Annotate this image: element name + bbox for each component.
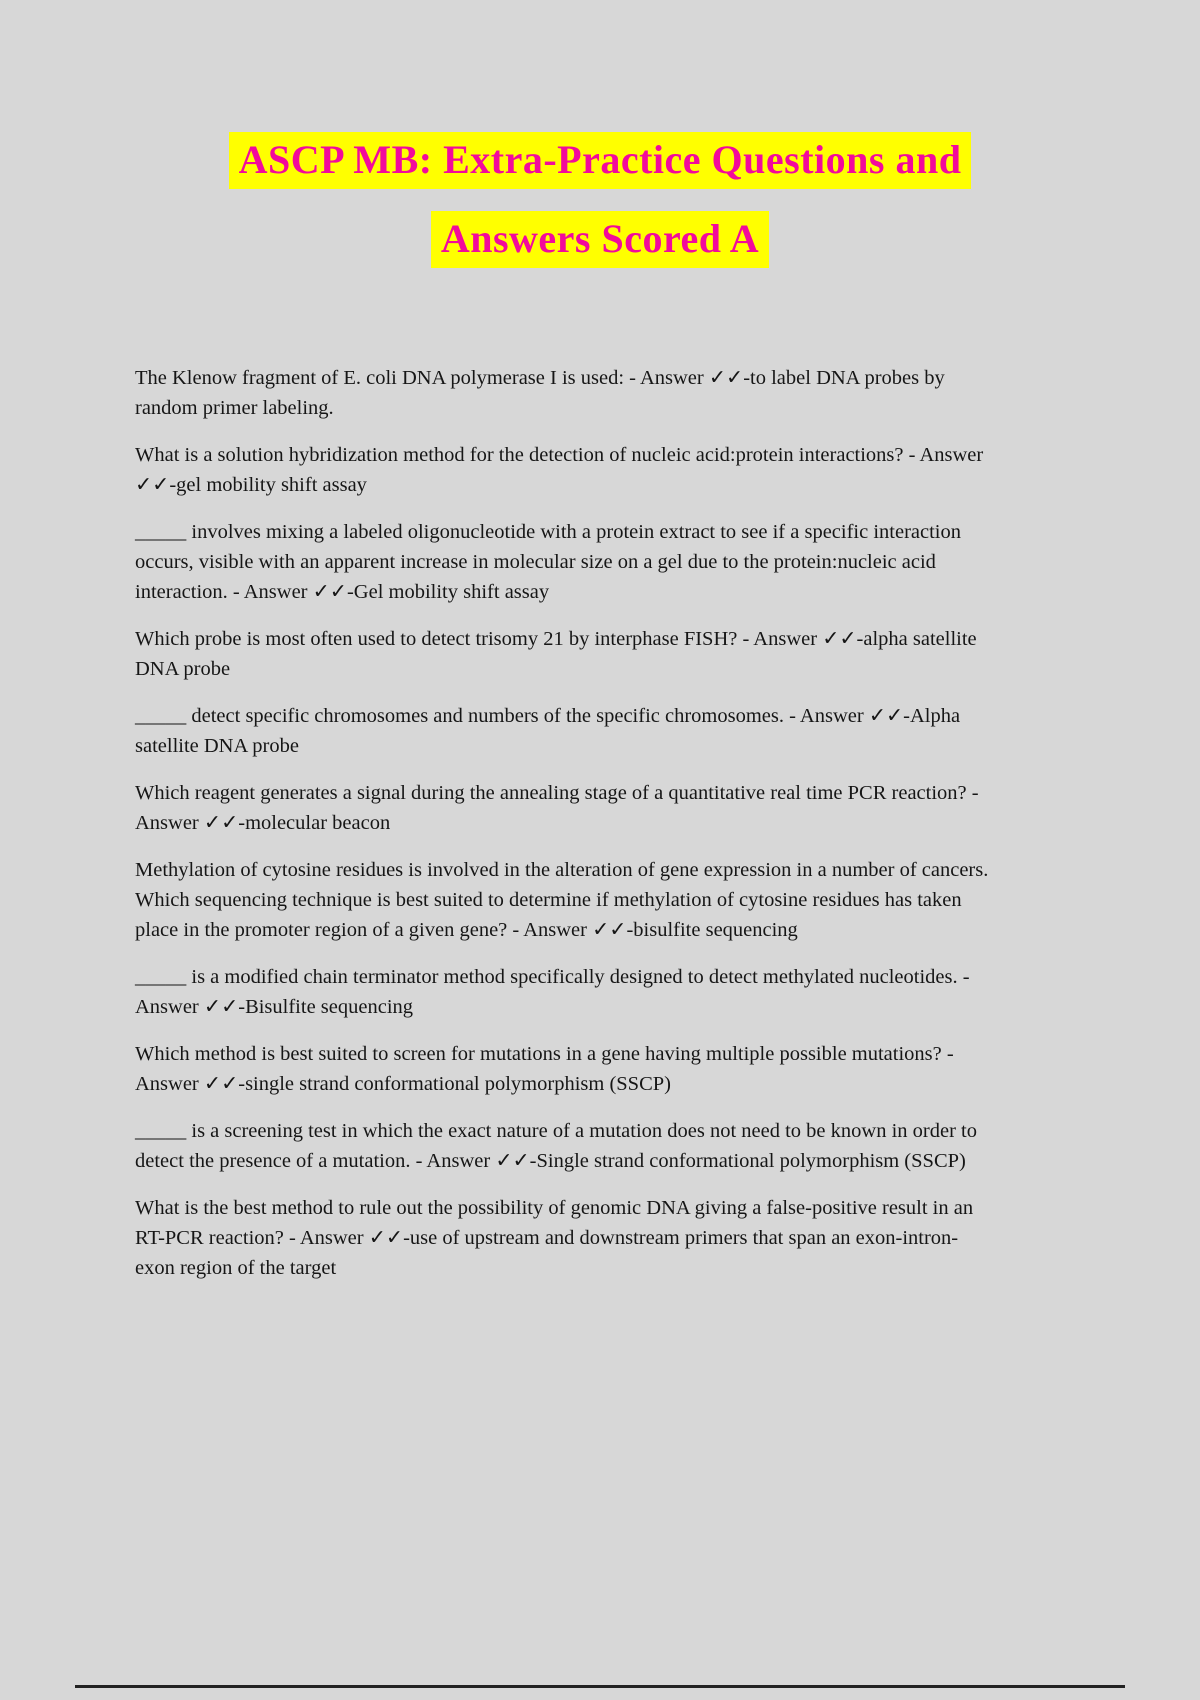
- qa-paragraph: Which method is best suited to screen for mutations in a gene having multiple possible mutations? - Answer ✓✓-single strand conformational polymorphism (SSCP): [135, 1043, 954, 1095]
- document-title-line-2-wrap: [0, 211, 1200, 268]
- document-title: [0, 0, 1200, 268]
- document-title-line-2: Answers Scored A: [431, 211, 769, 268]
- qa-paragraph: Methylation of cytosine residues is involved in the alteration of gene expression in a number of cancers. Which sequencing technique is best suited to determine if methylation of cytosine residues has taken place in the promoter region of a given gene? - Answer ✓✓-bisulfite sequencing: [135, 859, 989, 941]
- qa-paragraph: What is the best method to rule out the possibility of genomic DNA giving a false-positive result in an RT-PCR reaction? - Answer ✓✓-use of upstream and downstream primers that span an exon-intron-exon region of the target: [135, 1197, 974, 1279]
- page-bottom-rule: [75, 1685, 1125, 1688]
- qa-paragraph: Which reagent generates a signal during the annealing stage of a quantitative real time PCR reaction? - Answer ✓✓-molecular beacon: [135, 782, 979, 834]
- qa-paragraph: The Klenow fragment of E. coli DNA polymerase I is used: - Answer ✓✓-to label DNA probes by random primer labeling.: [135, 367, 945, 419]
- document-title-line-1-wrap: [0, 132, 1200, 189]
- qa-content: [135, 363, 995, 1283]
- qa-paragraph: What is a solution hybridization method for the detection of nucleic acid:protein interactions? - Answer ✓✓-gel mobility shift assay: [135, 444, 984, 496]
- document-title-line-1: ASCP MB: Extra-Practice Questions and: [229, 132, 972, 189]
- qa-paragraph: Which probe is most often used to detect trisomy 21 by interphase FISH? - Answer ✓✓-alpha satellite DNA probe: [135, 628, 977, 680]
- qa-paragraph: _____ detect specific chromosomes and numbers of the specific chromosomes. - Answer ✓✓-Alpha satellite DNA probe: [135, 705, 961, 757]
- qa-paragraph: _____ is a screening test in which the exact nature of a mutation does not need to be known in order to detect the presence of a mutation. - Answer ✓✓-Single strand conformational polymorphism (SSCP): [135, 1120, 977, 1172]
- qa-paragraph: _____ involves mixing a labeled oligonucleotide with a protein extract to see if a specific interaction occurs, visible with an apparent increase in molecular size on a gel due to the protein:nucleic acid interaction. - Answer ✓✓-Gel mobility shift assay: [135, 521, 962, 603]
- qa-paragraph: _____ is a modified chain terminator method specifically designed to detect methylated nucleotides. - Answer ✓✓-Bisulfite sequencing: [135, 966, 970, 1018]
